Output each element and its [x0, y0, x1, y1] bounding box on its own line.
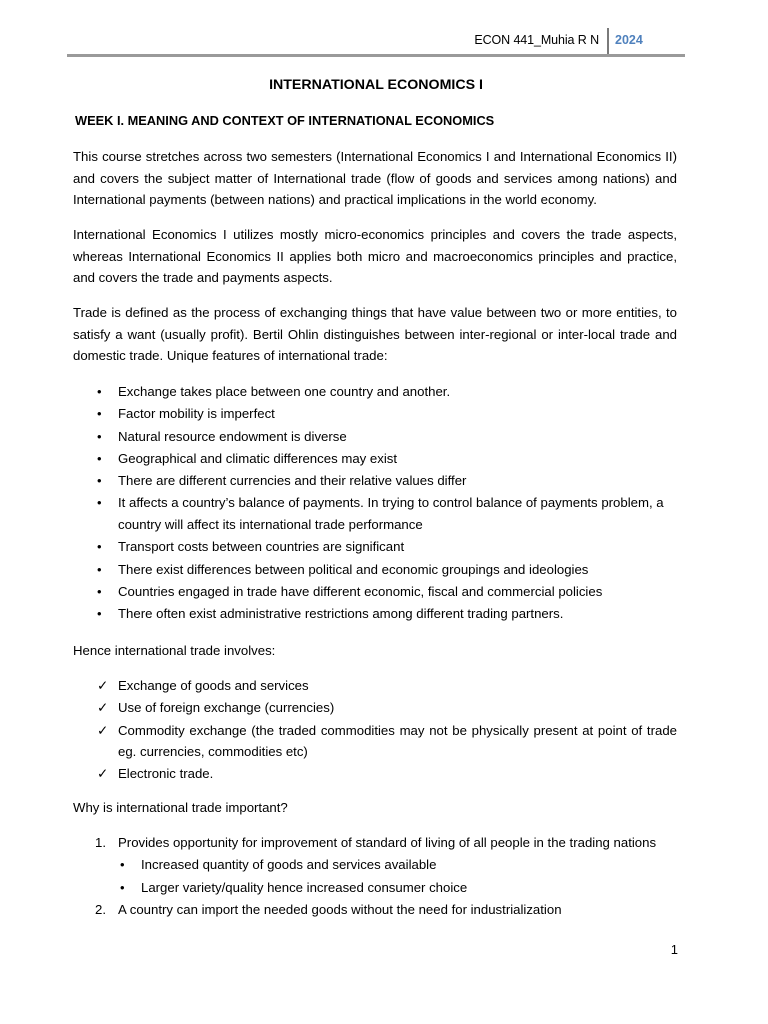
paragraph-involves-intro: Hence international trade involves:: [73, 643, 276, 658]
sub-list-item: • Increased quantity of goods and services available: [73, 854, 677, 876]
checkmark-icon: ✓: [97, 700, 109, 716]
numbered-text: Provides opportunity for improvement of standard of living of all people in the trading nations: [118, 835, 657, 850]
list-item: • Geographical and climatic differences may exist: [73, 448, 677, 470]
checklist-text: Commodity exchange (the traded commodities may not be physically present at point of trade eg. currencies, commodities etc): [118, 722, 677, 760]
checklist-text: Use of foreign exchange (currencies): [118, 700, 335, 716]
checklist-item: [73, 697, 677, 719]
numbered-text: A country can import the needed goods without the need for industrialization: [118, 901, 562, 917]
header-rule: [67, 54, 685, 57]
sub-list-item: • Larger variety/quality hence increased consumer choice: [73, 877, 677, 899]
numbered-item: [73, 899, 677, 921]
sub-bullet-list: [73, 854, 677, 898]
list-item: • Natural resource endowment is diverse: [73, 426, 677, 448]
checkmark-icon: ✓: [97, 678, 109, 693]
paragraph-course-intro: This course stretches across two semesters (International Economics I and International Economics II) and covers the subject matter of International trade (flow of goods and services among nations) and International payments (between nations) and practical implications in the world economy.: [73, 149, 677, 207]
importance-list: [73, 832, 677, 921]
checkmark-icon: ✓: [97, 722, 109, 738]
item-number: 2.: [95, 901, 106, 917]
involves-checklist: [73, 675, 677, 786]
paragraph-trade-definition: Trade is defined as the process of exchanging things that have value between two or more entities, to satisfy a want (usually profit). Bertil Ohlin distinguishes between inter-regional or inter-local trade and domestic trade. Unique features of international trade:: [73, 305, 677, 363]
list-item: • Transport costs between countries are significant: [73, 536, 677, 558]
list-item: • There are different currencies and their relative values differ: [73, 470, 677, 492]
list-item: • It affects a country’s balance of payments. In trying to control balance of payments problem, a country will affect its international trade performance: [73, 492, 677, 535]
page-number: 1: [670, 942, 678, 957]
week-heading: WEEK I. MEANING AND CONTEXT OF INTERNATIONAL ECONOMICS: [75, 113, 495, 128]
list-item: • There exist differences between political and economic groupings and ideologies: [73, 559, 677, 581]
item-number: 1.: [95, 835, 106, 850]
checklist-text: Exchange of goods and services: [118, 678, 309, 693]
features-list: [73, 381, 677, 625]
checklist-item: [73, 675, 677, 697]
header-year: 2024: [615, 33, 643, 47]
list-item: • Factor mobility is imperfect: [73, 403, 677, 425]
header-course-code: ECON 441_Muhia R N: [474, 33, 599, 47]
paragraph-ie1-scope: International Economics I utilizes mostly micro-economics principles and covers the trade aspects, whereas International Economics II applies both micro and macroeconomics principles and practice, and covers the trade and payments aspects.: [73, 227, 677, 285]
checklist-item: [73, 720, 677, 763]
list-item: • There often exist administrative restrictions among different trading partners.: [73, 603, 677, 625]
header-separator: [607, 28, 609, 54]
numbered-item: [73, 832, 677, 854]
list-item: • Countries engaged in trade have different economic, fiscal and commercial policies: [73, 581, 677, 603]
document-title: INTERNATIONAL ECONOMICS I: [269, 77, 483, 93]
paragraph-why-important: Why is international trade important?: [73, 800, 288, 815]
checklist-item: [73, 763, 677, 785]
sub-list-container: [73, 854, 677, 898]
checkmark-icon: ✓: [97, 766, 109, 782]
list-item: • Exchange takes place between one country and another.: [73, 381, 677, 403]
page-header: [67, 26, 685, 56]
checklist-text: Electronic trade.: [118, 766, 214, 782]
